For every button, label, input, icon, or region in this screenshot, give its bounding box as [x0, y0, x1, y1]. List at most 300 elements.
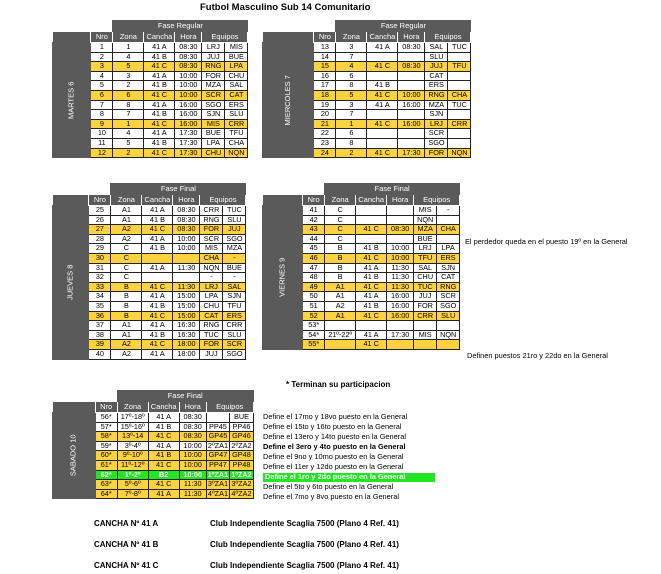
disclaimer: * Terminan su participacion — [286, 380, 391, 389]
cell-cancha: 41 C — [356, 282, 387, 292]
cell-e1 — [206, 413, 230, 423]
cell-cancha — [367, 52, 398, 62]
cell-e2: TUC — [448, 100, 471, 110]
day-label-text: JUEVES 8 — [65, 264, 75, 300]
cell-cancha: 41 C — [148, 480, 179, 490]
cell-e1: LPA — [200, 292, 223, 302]
cell-cancha: 41 B — [356, 273, 387, 283]
cell-cancha: 41 A — [142, 206, 173, 216]
cell-hora: 08:30 — [175, 62, 202, 72]
cell-e1: CRR — [200, 206, 223, 216]
cell-e1: TFU — [414, 253, 437, 263]
cell-nro: 62* — [95, 470, 117, 480]
col-nro-header: Nro — [91, 32, 113, 43]
cell-cancha: 41 A — [367, 43, 398, 53]
cell-e1: SGO — [202, 100, 225, 110]
col-zona-header: Zona — [336, 32, 367, 43]
cell-nro: 13 — [314, 43, 336, 53]
cell-cancha: 41 C — [367, 148, 398, 158]
cell-cancha: 41 A — [356, 292, 387, 302]
cell-e1: SCR — [202, 90, 225, 100]
day-label-text: SABADO 10 — [68, 434, 78, 477]
cell-zona: 1 — [336, 119, 367, 129]
cell-e2: - — [223, 253, 246, 263]
cell-e2: ERS — [437, 253, 460, 263]
cell-zona: 7 — [113, 110, 144, 120]
cell-cancha: 41 C — [142, 340, 173, 350]
cell-e2: SJN — [437, 263, 460, 273]
cell-e2: RNG — [437, 282, 460, 292]
cell-hora: 10:00 — [398, 90, 425, 100]
schedule-table-viernes — [262, 183, 460, 350]
cell-nro: 44 — [303, 234, 325, 244]
cell-e2: BUE — [225, 52, 248, 62]
cell-nro: 1 — [91, 43, 113, 53]
col-equipos-header: Equipos — [425, 32, 471, 43]
cell-e2 — [448, 81, 471, 91]
cell-nro: 50 — [303, 292, 325, 302]
cell-e1: 2ºZA1 — [207, 441, 228, 450]
cell-zona: B — [325, 244, 356, 254]
cell-cancha: 41 A — [356, 263, 387, 273]
cell-e1: SGO — [425, 138, 448, 148]
cell-cancha: 41 A — [148, 441, 179, 451]
cell-cancha: 41 C — [142, 225, 173, 235]
cell-e1: NQN — [200, 263, 223, 273]
cell-hora: 16:00 — [398, 100, 425, 110]
cell-zona: A1 — [111, 330, 142, 340]
cell-e2: SLU — [223, 215, 246, 225]
cell-nro: 34 — [89, 292, 111, 302]
cell-zona: 7 — [336, 110, 367, 120]
sabado-note: Define el 15to y 16to puesto en la General — [263, 421, 402, 431]
cell-hora — [173, 273, 200, 283]
cell-e1: CAT — [425, 71, 448, 81]
cell-hora: 15:00 — [173, 311, 200, 321]
cell-e1: LPA — [202, 138, 225, 148]
cell-zona: 4 — [113, 129, 144, 139]
cell-zona: C — [111, 273, 142, 283]
cell-zona: A2 — [111, 349, 142, 359]
cell-cancha: 41 B — [144, 52, 175, 62]
schedule-table-jueves — [52, 183, 246, 360]
cell-nro: 57* — [95, 422, 117, 432]
cell-e1: TUC — [200, 330, 223, 340]
cell-e2: 4ºZA2 — [231, 489, 252, 498]
cell-e2: CHA — [437, 225, 460, 235]
cell-hora — [387, 206, 414, 216]
cell-hora: 08:30 — [398, 43, 425, 53]
cell-zona: B — [325, 263, 356, 273]
cell-e1: 3ºZA1 — [207, 479, 228, 489]
cell-cancha: 41 A — [142, 263, 173, 273]
sabado-note: Define el 7mo y 8vo puesto en la General — [263, 491, 399, 501]
cell-nro: 42 — [303, 215, 325, 225]
cell-e1: RNG — [200, 215, 223, 225]
cell-e2: MZA — [223, 244, 246, 254]
cell-e1: MIS — [414, 206, 437, 216]
cell-e1: FOR — [202, 71, 225, 81]
cell-cancha: 41 B — [148, 451, 179, 461]
cell-hora: 11:30 — [173, 263, 200, 273]
cell-nro: 61* — [95, 460, 117, 470]
cell-cancha: 41 B — [142, 301, 173, 311]
cell-hora — [387, 234, 414, 244]
cell-hora: 10:00 — [173, 244, 200, 254]
cell-e2: CAT — [437, 273, 460, 283]
cell-nro: 55* — [303, 340, 325, 350]
cell-nro: 23 — [314, 138, 336, 148]
cell-e1: MIS — [202, 119, 225, 129]
cell-zona: 5º-6º — [117, 480, 148, 490]
cell-cancha: 41 B — [144, 110, 175, 120]
cell-hora: 11:30 — [387, 282, 414, 292]
cell-cancha: 41 A — [144, 43, 175, 53]
cell-zona: 3 — [113, 71, 144, 81]
cell-hora: 16:00 — [387, 292, 414, 302]
col-zona-header: Zona — [111, 195, 142, 206]
cell-nro: 20 — [314, 110, 336, 120]
cell-zona: C — [325, 225, 356, 235]
cell-zona: 3º-4º — [117, 441, 148, 451]
match-row — [263, 206, 460, 216]
cell-zona: 3 — [336, 43, 367, 53]
col-equipos-header: Equipos — [206, 402, 253, 413]
match-row — [263, 43, 471, 53]
cell-cancha: 41 A — [367, 100, 398, 110]
block-miercoles — [262, 20, 471, 158]
cell-e2: SGO — [223, 234, 246, 244]
cell-e1: CHU — [200, 301, 223, 311]
cell-e2: GP48 — [230, 451, 254, 461]
schedule-table-sabado — [52, 390, 254, 499]
cell-cancha — [356, 215, 387, 225]
cell-hora: 16:00 — [175, 100, 202, 110]
cell-cancha: 41 C — [367, 90, 398, 100]
cell-hora: 10:00 — [175, 71, 202, 81]
cell-cancha: 41 C — [144, 90, 175, 100]
cell-e1: CRR — [414, 311, 437, 321]
cell-zona: 21º-22º — [325, 330, 356, 340]
cell-e2: MIS — [225, 43, 248, 53]
cell-hora: 16:00 — [175, 119, 202, 129]
cell-nro: 58* — [95, 432, 117, 442]
cell-e1: LRJ — [202, 43, 225, 53]
cell-nro: 25 — [89, 206, 111, 216]
cell-hora: 11:30 — [173, 282, 200, 292]
cell-e2: CRR — [448, 119, 471, 129]
cell-zona: 11º-12º — [117, 460, 148, 470]
cell-nro: 2 — [91, 52, 113, 62]
col-equipos-header: Equipos — [202, 32, 248, 43]
cell-cancha: 41 B — [148, 422, 179, 432]
block-viernes — [262, 183, 460, 350]
cell-zona: B — [111, 282, 142, 292]
cell-e2: SAL — [225, 81, 248, 91]
cell-hora: 08:30 — [398, 62, 425, 72]
cell-nro: 59* — [95, 441, 117, 451]
cell-cancha — [142, 273, 173, 283]
cell-zona: 7º-8º — [117, 489, 148, 499]
cell-zona: 3 — [336, 100, 367, 110]
cell-e1: MZA — [425, 100, 448, 110]
cell-zona: A1 — [325, 282, 356, 292]
cell-e2: BUE — [223, 263, 246, 273]
cell-nro: 56* — [95, 413, 117, 423]
cancha-41a-label: CANCHA Nº 41 A — [94, 519, 159, 528]
cell-zona: B — [111, 311, 142, 321]
cell-e1: - — [200, 273, 223, 283]
cell-cancha — [356, 206, 387, 216]
cell-nro: 5 — [91, 81, 113, 91]
cell-e1: JUJ — [414, 292, 437, 302]
cell-hora: 08:30 — [179, 422, 206, 432]
cell-e2: ERS — [223, 311, 246, 321]
cell-e2: - — [437, 206, 460, 216]
cell-cancha — [367, 138, 398, 148]
cell-e1: FOR — [425, 148, 448, 158]
cell-e1: FOR — [414, 301, 437, 311]
cell-zona: 5 — [113, 62, 144, 72]
cell-hora: 10:00 — [175, 90, 202, 100]
cell-cancha: 41 C — [148, 460, 179, 470]
cell-cancha — [367, 110, 398, 120]
cancha-41c-club: Club Independiente Scaglia 7500 (Plano 4 Ref. 41) — [210, 561, 399, 570]
cell-e2 — [448, 52, 471, 62]
sabado-note: Define el 11er y 12do puesto en la General — [263, 461, 404, 471]
cell-e2: TUC — [448, 43, 471, 53]
cell-nro: 8 — [91, 110, 113, 120]
cell-e2 — [437, 321, 460, 331]
cell-e1: GP47 — [206, 451, 230, 461]
cell-hora: 18:00 — [173, 340, 200, 350]
cell-e1: PP45 — [206, 422, 230, 432]
cell-e2: TFU — [225, 129, 248, 139]
cell-nro: 17 — [314, 81, 336, 91]
sabado-notes — [263, 413, 435, 503]
cell-e1: RNG — [200, 321, 223, 331]
cell-hora: 17:30 — [387, 330, 414, 340]
cell-hora: 11:30 — [387, 263, 414, 273]
cancha-41c-label: CANCHA Nº 41 C — [94, 561, 159, 570]
cell-zona: C — [111, 253, 142, 263]
cell-e2: SJN — [223, 292, 246, 302]
cell-nro: 27 — [89, 225, 111, 235]
cell-e1: RNG — [425, 90, 448, 100]
cell-e2: SGO — [223, 349, 246, 359]
cell-e1: BUE — [202, 129, 225, 139]
cell-hora: 17:30 — [175, 148, 202, 158]
cell-hora: 10:00 — [387, 244, 414, 254]
cell-hora: 16:30 — [173, 330, 200, 340]
cell-nro: 49 — [303, 282, 325, 292]
col-hora-header: Hora — [175, 32, 202, 43]
cell-e1: MIS — [414, 330, 437, 340]
fase-title: Fase Final — [117, 391, 253, 402]
col-nro-header: Nro — [95, 402, 117, 413]
fase-title: Fase Regular — [336, 21, 471, 32]
cell-cancha — [367, 71, 398, 81]
cell-nro: 39 — [89, 340, 111, 350]
cell-zona: 2 — [336, 148, 367, 158]
cell-e1: JUJ — [202, 52, 225, 62]
cell-cancha — [142, 253, 173, 263]
cell-zona: B — [111, 292, 142, 302]
cell-cancha: 41 A — [142, 321, 173, 331]
cell-e2: CHA — [225, 138, 248, 148]
cell-e2 — [437, 215, 460, 225]
cell-zona: B — [325, 253, 356, 263]
cell-nro: 7 — [91, 100, 113, 110]
col-zona-header: Zona — [113, 32, 144, 43]
cell-zona: A2 — [111, 234, 142, 244]
cell-hora: 17:30 — [398, 148, 425, 158]
col-nro-header: Nro — [89, 195, 111, 206]
cell-zona: 4 — [113, 52, 144, 62]
cell-cancha: 41 C — [142, 311, 173, 321]
cell-zona: A2 — [325, 301, 356, 311]
cell-hora — [173, 253, 200, 263]
note-match-43: El perdedor queda en el puesto 19º en la General — [465, 237, 628, 246]
cell-cancha: 41 C — [356, 340, 387, 350]
sabado-note: Define el 17mo y 18vo puesto en la General — [263, 412, 408, 421]
cell-e1: 4ºZA1 — [207, 489, 228, 498]
cell-e1: CAT — [200, 311, 223, 321]
cell-e2: 1ºZA2 — [231, 470, 252, 479]
cell-hora: 16:30 — [173, 321, 200, 331]
cell-hora — [398, 129, 425, 139]
cell-zona: 8 — [336, 138, 367, 148]
cell-cancha: 41 C — [142, 282, 173, 292]
cell-e2: CAT — [225, 90, 248, 100]
cell-nro: 14 — [314, 52, 336, 62]
schedule-table-martes — [52, 20, 248, 158]
cell-nro: 9 — [91, 119, 113, 129]
col-cancha-header: Cancha — [142, 195, 173, 206]
day-label — [263, 206, 303, 350]
col-zona-header: Zona — [325, 195, 356, 206]
cell-hora: 11:30 — [179, 489, 206, 499]
cell-cancha: 41 A — [144, 129, 175, 139]
cell-zona: 7 — [336, 52, 367, 62]
cell-cancha — [356, 234, 387, 244]
cell-nro: 6 — [91, 90, 113, 100]
cell-zona: A1 — [111, 321, 142, 331]
cell-cancha: 41 B — [142, 330, 173, 340]
cell-e2: NQN — [437, 330, 460, 340]
cell-hora: 11:30 — [179, 480, 206, 490]
cell-e2: 3ºZA2 — [231, 479, 252, 489]
cell-hora: 10:00 — [179, 441, 206, 451]
cell-hora: 16:00 — [387, 311, 414, 321]
cell-zona: 6 — [113, 90, 144, 100]
cell-zona: A1 — [325, 292, 356, 302]
cell-nro: 45 — [303, 244, 325, 254]
cell-e1: SAL — [414, 263, 437, 273]
cell-e1: FOR — [200, 225, 223, 235]
page-title: Futbol Masculino Sub 14 Comunitario — [200, 2, 371, 13]
cell-hora: 08:30 — [173, 215, 200, 225]
cell-cancha: 41 A — [148, 413, 179, 423]
col-equipos-header: Equipos — [200, 195, 246, 206]
col-cancha-header: Cancha — [144, 32, 175, 43]
cell-hora: 08:30 — [175, 52, 202, 62]
block-jueves — [52, 183, 246, 360]
cell-e1: SJN — [202, 110, 225, 120]
cell-nro: 4 — [91, 71, 113, 81]
cell-e2: SCR — [223, 340, 246, 350]
cell-zona: A1 — [111, 215, 142, 225]
cell-zona: B — [111, 301, 142, 311]
cell-nro: 33 — [89, 282, 111, 292]
cell-hora: 15:00 — [173, 301, 200, 311]
cell-cancha: B2 — [148, 470, 179, 480]
cell-e2 — [437, 234, 460, 244]
cell-e2: PP46 — [230, 422, 254, 432]
cell-nro: 63* — [95, 480, 117, 490]
sabado-note: Define el 9no y 10mo puesto en la General — [263, 451, 404, 461]
cell-e2: NQN — [225, 148, 248, 158]
cell-cancha: 41 A — [148, 489, 179, 499]
cell-e1: SAL — [425, 43, 448, 53]
cell-e2: SCR — [437, 292, 460, 302]
cell-hora — [387, 215, 414, 225]
cell-cancha: 41 C — [367, 119, 398, 129]
cell-nro: 41 — [303, 206, 325, 216]
cell-nro: 19 — [314, 100, 336, 110]
cell-nro: 51 — [303, 301, 325, 311]
cancha-41a-club: Club Independiente Scaglia 7500 (Plano 4 Ref. 41) — [210, 519, 399, 528]
cell-nro: 46 — [303, 253, 325, 263]
cell-hora: 10:00 — [387, 253, 414, 263]
cell-zona: C — [111, 244, 142, 254]
cell-hora — [398, 138, 425, 148]
cell-e1 — [414, 340, 437, 350]
day-label-text: MARTES 6 — [66, 81, 76, 119]
cell-e2: BUE — [230, 413, 254, 423]
cell-e2 — [437, 340, 460, 350]
schedule-table-miercoles — [262, 20, 471, 158]
cell-e2: TFU — [448, 62, 471, 72]
cell-zona: 8 — [336, 81, 367, 91]
cell-nro: 10 — [91, 129, 113, 139]
cell-zona: 13º-14 — [117, 432, 148, 442]
cell-cancha: 41 C — [144, 148, 175, 158]
cell-nro: 35 — [89, 301, 111, 311]
cell-e2: JUJ — [223, 225, 246, 235]
cell-hora — [387, 340, 414, 350]
day-label — [53, 413, 96, 499]
cell-hora: 11:30 — [387, 273, 414, 283]
cell-cancha: 41 A — [142, 349, 173, 359]
cell-nro: 26 — [89, 215, 111, 225]
cell-e2 — [448, 138, 471, 148]
block-martes — [52, 20, 248, 158]
cell-zona — [325, 321, 356, 331]
sabado-note: Define el 3ero y 4to puesto en la General — [263, 441, 406, 451]
cell-nro: 18 — [314, 90, 336, 100]
cell-e2: CRR — [225, 119, 248, 129]
cell-zona: C — [325, 234, 356, 244]
cell-hora: 08:30 — [179, 432, 206, 442]
cell-nro: 40 — [89, 349, 111, 359]
cell-zona: 5 — [336, 90, 367, 100]
cell-e2: CHU — [225, 71, 248, 81]
cell-e1: SCR — [425, 129, 448, 139]
cell-cancha: 41 A — [356, 330, 387, 340]
cell-cancha: 41 C — [144, 62, 175, 72]
cell-e1: ERS — [425, 81, 448, 91]
